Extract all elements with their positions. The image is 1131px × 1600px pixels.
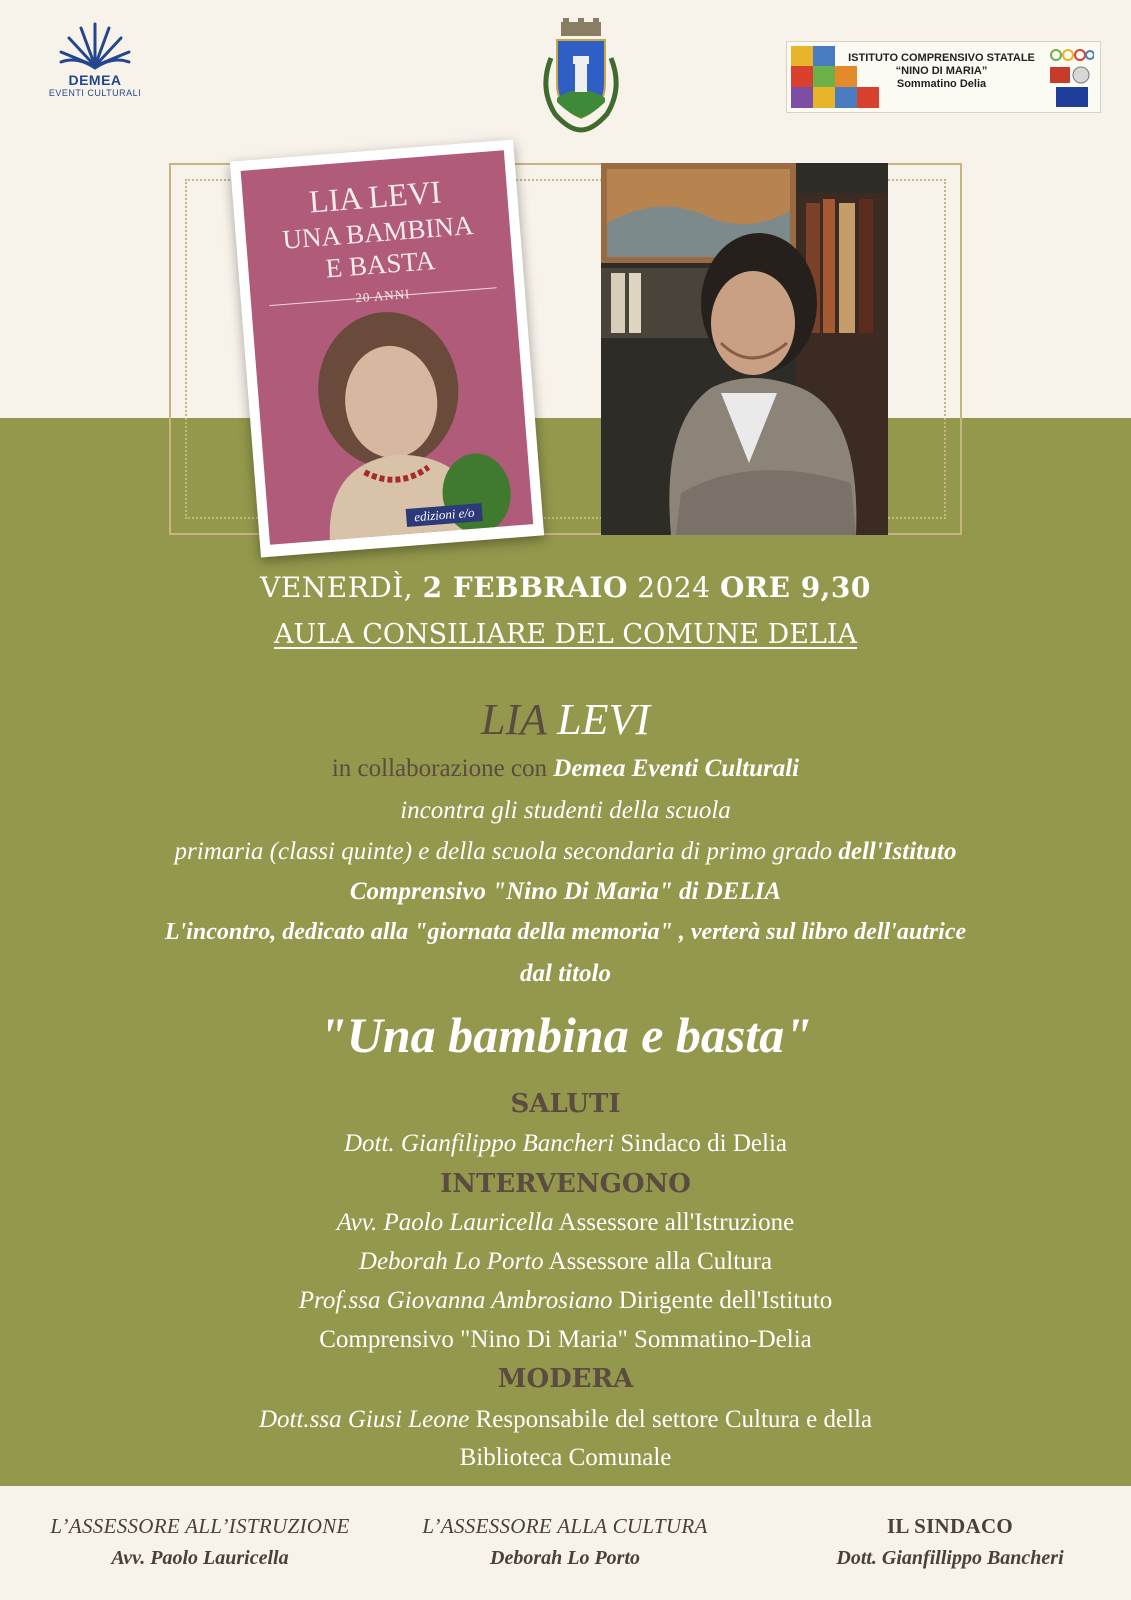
description-line-5: L'incontro, dedicato alla "giornata della memoria" , verterà sul libro dell'autrice	[164, 919, 967, 945]
moderator-name: Dott.ssa Giusi Leone	[258, 1406, 470, 1433]
saluti-role: Sindaco di Delia	[614, 1130, 787, 1157]
signature-role: L’ASSESSORE ALLA CULTURA	[422, 1514, 708, 1538]
municipal-crest	[535, 18, 627, 136]
signature-block	[405, 1514, 725, 1570]
school-line-2: “NINO DI MARIA”	[895, 65, 988, 77]
speaker-item	[0, 1287, 1131, 1315]
school-line-1: ISTITUTO COMPRENSIVO STATALE	[848, 52, 1035, 64]
speaker-role: Dirigente dell'Istituto	[612, 1287, 833, 1314]
moderator-continuation: Biblioteca Comunale	[459, 1444, 672, 1471]
crest-icon	[535, 18, 627, 136]
speaker-item	[0, 1209, 1131, 1237]
book-title-line-1: UNA BAMBINA	[281, 209, 475, 255]
author-portrait-icon	[601, 163, 888, 535]
speaker-name: Deborah Lo Porto	[358, 1248, 544, 1275]
school-name	[843, 52, 1040, 91]
emblems-icon	[1048, 47, 1094, 107]
signature-name: Dott. Gianfillippo Bancheri	[836, 1547, 1064, 1569]
saluti-heading: SALUTI	[510, 1089, 621, 1119]
author-first-name: LIA	[480, 695, 547, 744]
book-title-quote: "Una bambina e basta"	[318, 1007, 813, 1063]
event-time: ORE 9,30	[719, 571, 871, 604]
event-date-main: 2 FEBBRAIO	[422, 571, 628, 604]
signature-role: IL SINDACO	[886, 1514, 1014, 1538]
book-imprint: edizioni e/o	[406, 503, 483, 527]
event-date	[0, 571, 1131, 604]
description-line-4: Comprensivo "Nino Di Maria" di DELIA	[349, 878, 782, 905]
author-last-name: LEVI	[557, 695, 651, 744]
speaker-role: Assessore all'Istruzione	[553, 1209, 795, 1236]
author-heading	[0, 694, 1131, 745]
collab-prefix: in collaborazione con	[331, 755, 554, 782]
collab-org: Demea Eventi Culturali	[553, 755, 800, 782]
intervengono-heading: INTERVENGONO	[440, 1169, 691, 1199]
speaker-item	[0, 1248, 1131, 1276]
speaker-name: Prof.ssa Giovanna Ambrosiano	[298, 1287, 613, 1314]
demea-name: DEMEA	[68, 72, 122, 88]
open-book-icon	[57, 18, 133, 74]
book-cover-image	[230, 139, 544, 557]
signature-block	[40, 1514, 360, 1570]
event-venue: AULA CONSILIARE DEL COMUNE DELIA	[274, 619, 857, 650]
description-line-3-italic: primaria (classi quinte) e della scuola secondaria di primo grado	[174, 838, 839, 865]
demea-logo	[40, 18, 150, 118]
author-photo	[601, 163, 888, 535]
event-date-day: VENERDÌ,	[260, 571, 423, 604]
school-logo	[786, 41, 1101, 113]
description-line-2: incontra gli studenti della scuola	[400, 797, 731, 824]
description-line-6: dal titolo	[520, 960, 611, 987]
speaker-name: Avv. Paolo Lauricella	[336, 1209, 554, 1236]
modera-heading: MODERA	[497, 1364, 634, 1394]
book-subtitle: 20 ANNI	[354, 286, 411, 306]
signature-name: Avv. Paolo Lauricella	[111, 1547, 289, 1569]
event-date-year: 2024	[627, 571, 720, 604]
moderator-item	[0, 1406, 1131, 1434]
signature-block	[795, 1514, 1105, 1570]
speaker-role: Assessore alla Cultura	[543, 1248, 773, 1275]
saluti-name: Dott. Gianfilippo Bancheri	[343, 1130, 615, 1157]
book-author: LIA LEVI	[307, 173, 443, 220]
collaboration-line	[0, 755, 1131, 783]
school-line-3: Sommatino Delia	[896, 78, 987, 90]
signature-name: Deborah Lo Porto	[490, 1547, 640, 1569]
demea-subtitle: EVENTI CULTURALI	[48, 88, 142, 98]
signature-role: L’ASSESSORE ALL’ISTRUZIONE	[50, 1514, 350, 1538]
moderator-role: Responsabile del settore Cultura e della	[469, 1406, 873, 1433]
book-cover	[241, 150, 534, 545]
book-title-line-2: E BASTA	[324, 245, 437, 284]
saluti-item	[0, 1130, 1131, 1158]
description-line-3	[0, 838, 1131, 866]
description-line-3-bold: dell'Istituto	[838, 838, 957, 865]
speaker-continuation: Comprensivo "Nino Di Maria" Sommatino-Delia	[319, 1326, 812, 1353]
